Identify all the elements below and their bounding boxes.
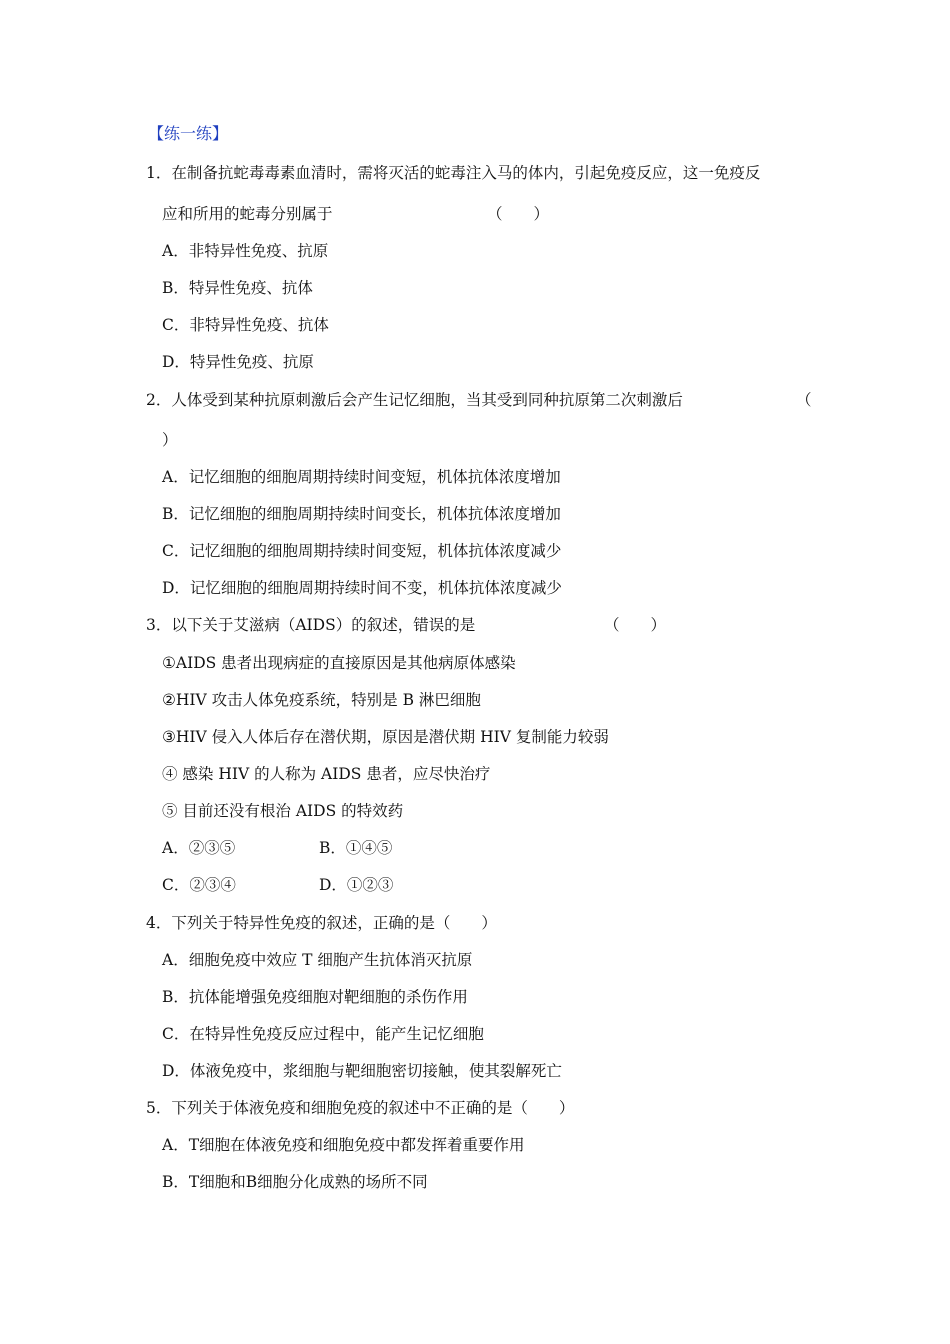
question-1-answer-paren: （ ） — [487, 205, 550, 223]
question-4-option-d: D．体液免疫中，浆细胞与靶细胞密切接触，使其裂解死亡 — [162, 1062, 562, 1080]
question-5-option-a: A．T细胞在体液免疫和细胞免疫中都发挥着重要作用 — [162, 1136, 525, 1154]
question-3-option-a: A．②③⑤ — [162, 839, 236, 857]
question-1-option-c: C．非特异性免疫、抗体 — [162, 316, 329, 334]
question-3-statement-2: ②HIV 攻击人体免疫系统，特别是 B 淋巴细胞 — [162, 691, 481, 709]
question-5-text: 5．下列关于体液免疫和细胞免疫的叙述中不正确的是（ ） — [146, 1099, 575, 1117]
question-1-text: 1．在制备抗蛇毒毒素血清时，需将灭活的蛇毒注入马的体内，引起免疫反应，这一免疫反 — [146, 164, 761, 182]
question-2-answer-paren-open: （ — [796, 391, 812, 409]
question-4-option-a: A．细胞免疫中效应 T 细胞产生抗体消灭抗原 — [162, 951, 473, 969]
question-3-statement-3: ③HIV 侵入人体后存在潜伏期，原因是潜伏期 HIV 复制能力较弱 — [162, 728, 609, 746]
question-4-option-b: B．抗体能增强免疫细胞对靶细胞的杀伤作用 — [162, 988, 468, 1006]
question-3-answer-paren: （ ） — [604, 616, 667, 634]
question-3-option-c: C．②③④ — [162, 876, 236, 894]
question-4-option-c: C．在特异性免疫反应过程中，能产生记忆细胞 — [162, 1025, 484, 1043]
question-3-option-d: D．①②③ — [319, 876, 394, 894]
question-3-text: 3．以下关于艾滋病（AIDS）的叙述，错误的是 — [146, 616, 476, 634]
question-1-text-cont: 应和所用的蛇毒分别属于 — [162, 205, 333, 223]
question-2-text: 2．人体受到某种抗原刺激后会产生记忆细胞，当其受到同种抗原第二次刺激后 — [146, 391, 683, 409]
question-3-statement-1: ①AIDS 患者出现病症的直接原因是其他病原体感染 — [162, 654, 516, 672]
question-3-statement-4: ④ 感染 HIV 的人称为 AIDS 患者，应尽快治疗 — [162, 765, 491, 783]
section-heading: 【练一练】 — [148, 124, 229, 143]
question-1-option-b: B．特异性免疫、抗体 — [162, 279, 313, 297]
question-3-option-b: B．①④⑤ — [319, 839, 393, 857]
question-5-option-b: B．T细胞和B细胞分化成熟的场所不同 — [162, 1173, 428, 1191]
question-3-statement-5: ⑤ 目前还没有根治 AIDS 的特效药 — [162, 802, 404, 820]
question-1-option-a: A．非特异性免疫、抗原 — [162, 242, 329, 260]
question-2-option-b: B．记忆细胞的细胞周期持续时间变长，机体抗体浓度增加 — [162, 505, 561, 523]
question-2-answer-paren-close: ） — [162, 431, 178, 449]
question-2-option-c: C．记忆细胞的细胞周期持续时间变短，机体抗体浓度减少 — [162, 542, 562, 560]
question-2-option-a: A．记忆细胞的细胞周期持续时间变短，机体抗体浓度增加 — [162, 468, 561, 486]
question-4-text: 4．下列关于特异性免疫的叙述，正确的是（ ） — [146, 914, 497, 932]
question-2-option-d: D．记忆细胞的细胞周期持续时间不变，机体抗体浓度减少 — [162, 579, 562, 597]
question-1-option-d: D．特异性免疫、抗原 — [162, 353, 314, 371]
